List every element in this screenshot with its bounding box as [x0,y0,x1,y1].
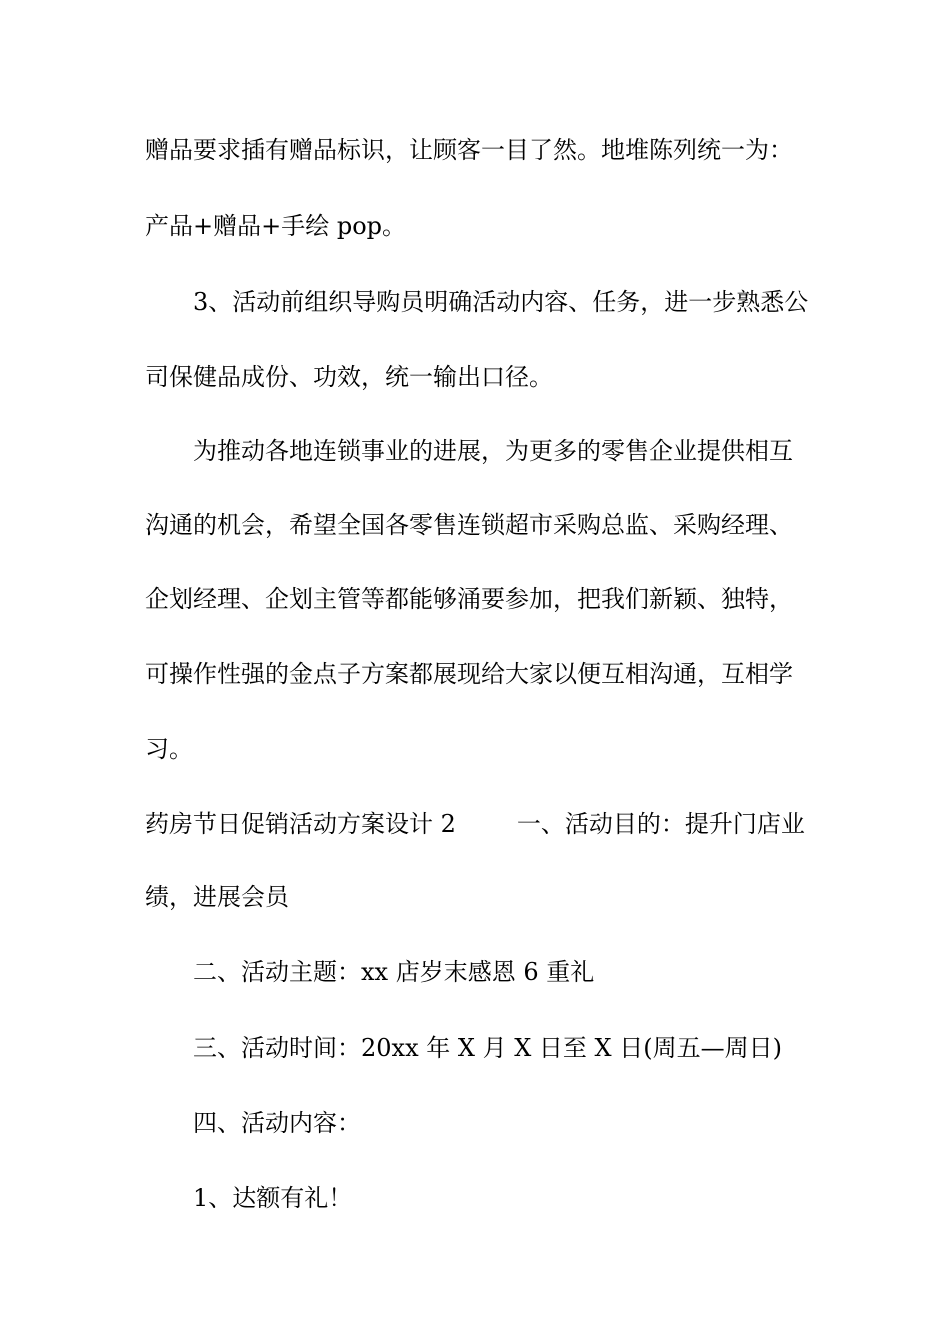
text-line: 产品+赠品+手绘 pop。 [145,212,407,240]
text-line: 企划经理、企划主管等都能够涌要参加，把我们新颖、独特， [145,585,793,613]
text-line: 3、活动前组织导购员明确活动内容、任务，进一步熟悉公 [193,288,809,316]
text-line: 赠品要求插有赠品标识，让顾客一目了然。地堆陈列统一为： [145,136,793,164]
section-heading: 药房节日促销活动方案设计 2 一、活动目的：提升门店业 [145,810,805,838]
text-line: 三、活动时间：20xx 年 X 月 X 日至 X 日(周五—周日) [193,1034,782,1062]
text-line: 沟通的机会，希望全国各零售连锁超市采购总监、采购经理、 [145,511,793,539]
text-line: 习。 [145,735,193,763]
text-line: 二、活动主题：xx 店岁末感恩 6 重礼 [193,958,595,986]
text-line: 司保健品成份、功效，统一输出口径。 [145,363,553,391]
text-line: 绩，进展会员 [145,883,289,911]
text-line: 1、达额有礼！ [193,1184,353,1212]
text-line: 四、活动内容： [193,1109,361,1137]
text-line: 可操作性强的金点子方案都展现给大家以便互相沟通，互相学 [145,660,793,688]
text-line: 为推动各地连锁事业的进展，为更多的零售企业提供相互 [193,437,793,465]
